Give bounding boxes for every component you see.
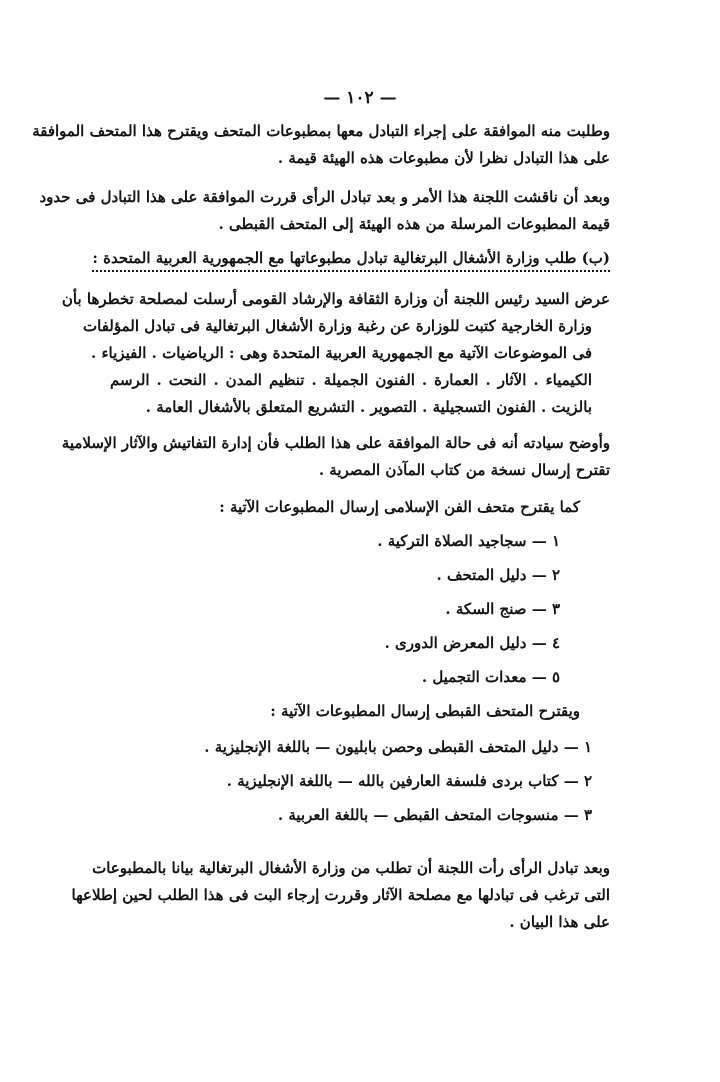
paragraph-5-line-3: على هذا البيان . bbox=[509, 913, 610, 931]
islamic-list-item: ١ — سجاجيد الصلاة التركية . bbox=[377, 532, 560, 550]
paragraph-5-line-2: التى ترغب فى تبادلها مع مصلحة الآثار وقررت إرجاء البت فى هذا الطلب لحين إطلاعها bbox=[71, 886, 610, 904]
section-b-heading bbox=[92, 247, 610, 269]
islamic-list-item: ٣ — صنج السكة . bbox=[445, 600, 560, 618]
paragraph-4-line-2: تقترح إرسال نسخة من كتاب المآذن المصرية . bbox=[318, 461, 610, 479]
paragraph-5-line-1: وبعد تبادل الرأى رأت اللجنة أن تطلب من وزارة الأشغال البرتغالية بيانا بالمطبوعات bbox=[92, 859, 610, 877]
coptic-museum-intro: ويقترح المتحف القبطى إرسال المطبوعات الآتية : bbox=[270, 702, 580, 720]
paragraph-4-line-1: وأوضح سيادته أنه فى حالة الموافقة على هذا الطلب فأن إدارة التفاتيش والآثار الإسلامية bbox=[61, 434, 610, 452]
paragraph-1-line-1: وطلبت منه الموافقة على إجراء التبادل معها بمطبوعات المتحف ويقترح هذا المتحف الموافقة bbox=[32, 122, 610, 140]
paragraph-3-line-5: بالزيت . الفنون التسجيلية . التصوير . التشريع المتعلق بالأشغال العامة . bbox=[145, 398, 592, 416]
coptic-list-item: ٣ — منسوجات المتحف القبطى — باللغة العربية . bbox=[277, 806, 592, 824]
paragraph-3-line-3: فى الموضوعات الآتية مع الجمهورية العربية المتحدة وهى : الرياضيات . الفيزياء . bbox=[91, 344, 592, 362]
coptic-list-item: ١ — دليل المتحف القبطى وحصن بابليون — باللغة الإنجليزية . bbox=[204, 738, 592, 756]
paragraph-2-line-2: قيمة المطبوعات المرسلة من هذه الهيئة إلى المتحف القبطى . bbox=[218, 215, 610, 233]
islamic-list-item: ٢ — دليل المتحف . bbox=[436, 566, 560, 584]
page-number: — ١٠٢ — bbox=[323, 88, 397, 108]
paragraph-3-line-1: عرض السيد رئيس اللجنة أن وزارة الثقافة والإرشاد القومى أرسلت لمصلحة تخطرها بأن bbox=[61, 290, 610, 308]
paragraph-3-line-4: الكيمياء . الآثار . العمارة . الفنون الجميلة . تنظيم المدن . النحت . الرسم bbox=[110, 371, 592, 389]
islamic-list-item: ٤ — دليل المعرض الدورى . bbox=[384, 634, 560, 652]
islamic-list-item: ٥ — معدات التجميل . bbox=[421, 668, 560, 686]
coptic-list-item: ٢ — كتاب بردى فلسفة العارفين بالله — باللغة الإنجليزية . bbox=[226, 772, 592, 790]
paragraph-2-line-1: وبعد أن ناقشت اللجنة هذا الأمر و بعد تبادل الرأى قررت الموافقة على هذا التبادل فى حدود bbox=[39, 188, 610, 206]
paragraph-1-line-2: على هذا التبادل نظرا لأن مطبوعات هذه الهيئة قيمة . bbox=[277, 149, 610, 167]
islamic-museum-intro: كما يقترح متحف الفن الإسلامى إرسال المطبوعات الآتية : bbox=[219, 498, 580, 516]
section-b-heading-text: (ب) طلب وزارة الأشغال البرتغالية تبادل مطبوعاتها مع الجمهورية العربية المتحدة : bbox=[92, 249, 610, 272]
paragraph-3-line-2: وزارة الخارجية كتبت للوزارة عن رغبة وزارة الأشغال البرتغالية فى تبادل المؤلفات bbox=[83, 317, 592, 335]
